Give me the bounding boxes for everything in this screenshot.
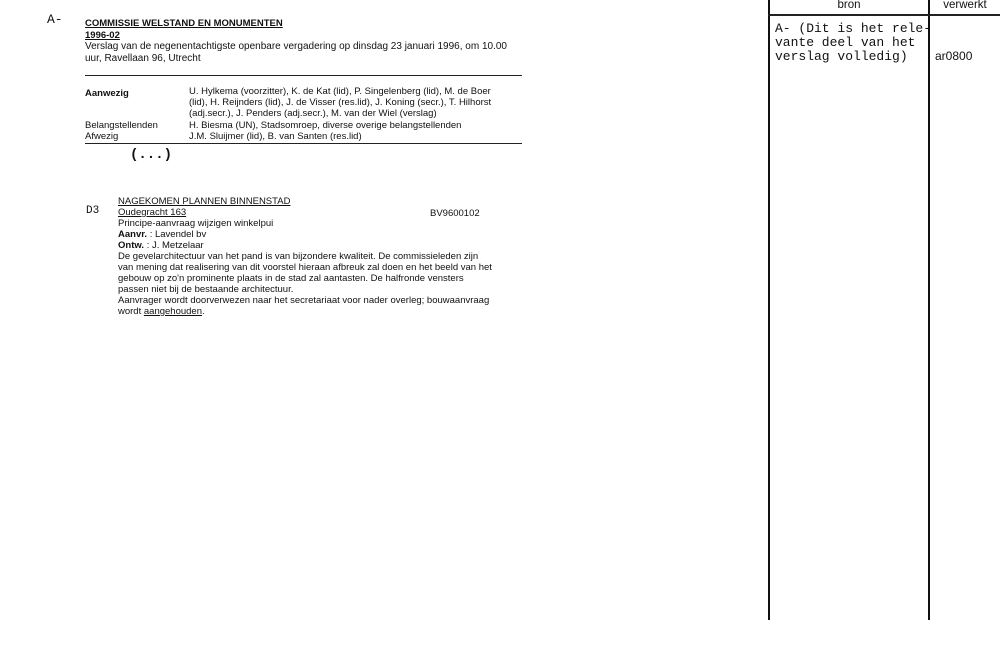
body-line-2: van mening dat realisering van dit voorstel hieraan afbreuk zal doen en het beeld van het	[118, 262, 492, 273]
body-line-6	[118, 306, 205, 318]
designer-value: : J. Metzelaar	[146, 240, 204, 251]
source-note-line-1: A- (Dit is het rele-	[775, 21, 932, 36]
item-margin-code: D3	[86, 205, 100, 217]
item-address: Oudegracht 163	[118, 207, 187, 218]
source-note-line-2: vante deel van het	[775, 35, 916, 50]
body-line-5: Aanvrager wordt doorverwezen naar het secretariaat voor nader overleg; bouwaanvraag	[118, 295, 490, 306]
header-divider	[85, 75, 522, 76]
sidebar-column-divider	[928, 0, 930, 620]
absent-text: J.M. Sluijmer (lid), B. van Santen (res.lid)	[189, 131, 362, 142]
source-column-header: bron	[837, 0, 861, 11]
present-label: Aanwezig	[85, 88, 129, 99]
meeting-line-2: uur, Ravellaan 96, Utrecht	[85, 53, 201, 64]
applicant-row	[118, 229, 206, 241]
interested-label: Belangstellenden	[85, 120, 158, 131]
held-status: aangehouden	[143, 306, 202, 317]
body-line-4: passen niet bij de bestaande architectuur.	[118, 284, 294, 295]
section-title: NAGEKOMEN PLANNEN BINNENSTAD	[118, 196, 291, 207]
source-note-line-3: verslag volledig)	[775, 49, 908, 64]
present-line-2: (lid), H. Reijnders (lid), J. de Visser (res.lid), J. Koning (secr.), T. Hilhorst	[189, 97, 492, 108]
present-line-1: U. Hylkema (voorzitter), K. de Kat (lid), P. Singelenberg (lid), M. de Boer	[189, 86, 491, 97]
item-reference: BV9600102	[430, 208, 480, 219]
meeting-line-1: Verslag van de negenentachtigste openbare vergadering op dinsdag 23 januari 1996, om 10.00	[85, 41, 507, 52]
omission-mark: (...)	[130, 147, 173, 163]
present-line-3: (adj.secr.), J. Penders (adj.secr.), M. van der Wiel (verslag)	[189, 108, 437, 119]
applicant-label: Aanvr.	[118, 229, 148, 240]
processed-code: ar0800	[935, 49, 973, 63]
body-line-3: gebouw op zo'n prominente plaats in de stad zal aantasten. De halfronde vensters	[118, 273, 464, 284]
item-description: Principe-aanvraag wijzigen winkelpui	[118, 218, 274, 229]
body-line-1: De gevelarchitectuur van het pand is van bijzondere kwaliteit. De commissieleden zijn	[118, 251, 479, 262]
sidebar-header-divider	[768, 14, 1000, 16]
final-prefix: wordt	[118, 306, 144, 317]
sidebar-left-border	[768, 0, 770, 620]
margin-mark: A-	[47, 12, 63, 27]
interested-text: H. Biesma (UN), Stadsomroep, diverse overige belangstellenden	[189, 120, 462, 131]
designer-label: Ontw.	[118, 240, 145, 251]
processed-column-header: verwerkt	[943, 0, 987, 11]
report-number: 1996-02	[85, 30, 120, 41]
attendance-divider	[85, 143, 522, 144]
applicant-value: : Lavendel bv	[149, 229, 207, 240]
committee-title: COMMISSIE WELSTAND EN MONUMENTEN	[85, 18, 283, 29]
designer-row	[118, 240, 204, 252]
final-suffix: .	[202, 306, 205, 317]
absent-label: Afwezig	[85, 131, 119, 142]
